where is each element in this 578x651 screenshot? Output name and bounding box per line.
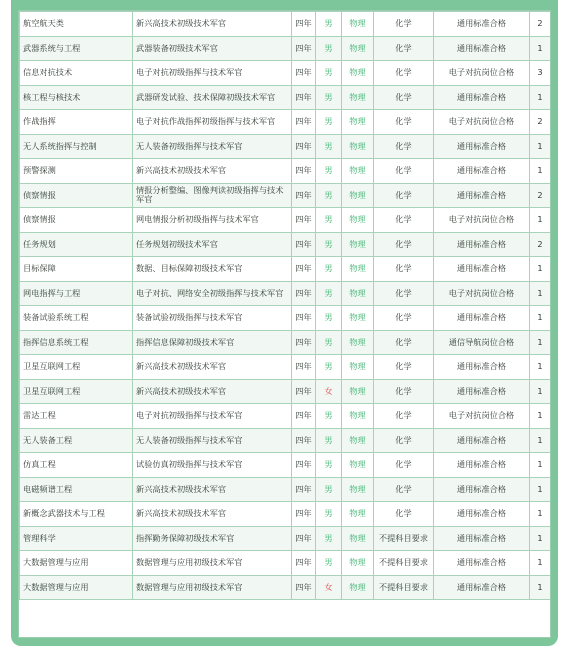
major-cell: 雷达工程 [20, 404, 133, 429]
subject-second-cell: 化学 [374, 134, 434, 159]
gender-cell: 男 [316, 355, 342, 380]
job-cell: 无人装备初级指挥与技术军官 [133, 428, 292, 453]
major-cell: 管理科学 [20, 526, 133, 551]
requirement-cell: 通用标准合格 [434, 551, 530, 576]
subject-second-cell: 化学 [374, 257, 434, 282]
requirement-cell: 通用标准合格 [434, 477, 530, 502]
years-cell: 四年 [292, 502, 316, 527]
table-row [20, 61, 551, 86]
requirement-cell: 电子对抗岗位合格 [434, 208, 530, 233]
requirement-cell: 通用标准合格 [434, 428, 530, 453]
job-cell: 武器研发试验、技术保障初级技术军官 [133, 85, 292, 110]
table-row [20, 208, 551, 233]
subject-second-cell: 化学 [374, 330, 434, 355]
job-cell: 情报分析整编、图像判读初级指挥与技术军官 [133, 183, 292, 208]
requirement-cell: 通用标准合格 [434, 575, 530, 600]
count-cell: 1 [530, 134, 551, 159]
subject-first-cell: 物理 [342, 477, 374, 502]
job-cell: 网电情报分析初级指挥与技术军官 [133, 208, 292, 233]
table-row [20, 36, 551, 61]
subject-second-cell: 化学 [374, 477, 434, 502]
job-cell: 新兴高技术初级技术军官 [133, 502, 292, 527]
years-cell: 四年 [292, 110, 316, 135]
table-row [20, 12, 551, 37]
years-cell: 四年 [292, 159, 316, 184]
gender-cell: 男 [316, 257, 342, 282]
table-row [20, 551, 551, 576]
major-cell: 指挥信息系统工程 [20, 330, 133, 355]
count-cell: 1 [530, 575, 551, 600]
years-cell: 四年 [292, 477, 316, 502]
years-cell: 四年 [292, 306, 316, 331]
count-cell: 1 [530, 477, 551, 502]
subject-first-cell: 物理 [342, 85, 374, 110]
count-cell: 2 [530, 183, 551, 208]
requirement-cell: 通用标准合格 [434, 306, 530, 331]
subject-second-cell: 化学 [374, 36, 434, 61]
subject-first-cell: 物理 [342, 551, 374, 576]
admission-plan-table [18, 10, 551, 638]
subject-second-cell: 化学 [374, 355, 434, 380]
count-cell: 3 [530, 61, 551, 86]
years-cell: 四年 [292, 134, 316, 159]
job-cell: 新兴高技术初级技术军官 [133, 355, 292, 380]
subject-first-cell: 物理 [342, 404, 374, 429]
subject-first-cell: 物理 [342, 159, 374, 184]
major-cell: 侦察情报 [20, 183, 133, 208]
subject-second-cell: 化学 [374, 12, 434, 37]
table-row [20, 355, 551, 380]
table-row [20, 453, 551, 478]
subject-second-cell: 化学 [374, 453, 434, 478]
requirement-cell: 通用标准合格 [434, 257, 530, 282]
requirement-cell: 通用标准合格 [434, 355, 530, 380]
count-cell: 1 [530, 159, 551, 184]
table-row [20, 330, 551, 355]
count-cell: 2 [530, 232, 551, 257]
gender-cell: 男 [316, 12, 342, 37]
subject-second-cell: 化学 [374, 404, 434, 429]
major-cell: 预警探测 [20, 159, 133, 184]
gender-cell: 男 [316, 551, 342, 576]
years-cell: 四年 [292, 12, 316, 37]
gender-cell: 女 [316, 575, 342, 600]
subject-second-cell: 化学 [374, 208, 434, 233]
job-cell: 电子对抗、网络安全初级指挥与技术军官 [133, 281, 292, 306]
requirement-cell: 通用标准合格 [434, 232, 530, 257]
requirement-cell: 通用标准合格 [434, 379, 530, 404]
job-cell: 新兴高技术初级技术军官 [133, 477, 292, 502]
count-cell: 1 [530, 404, 551, 429]
gender-cell: 男 [316, 85, 342, 110]
subject-second-cell: 化学 [374, 502, 434, 527]
table-row [20, 281, 551, 306]
job-cell: 指挥勤务保障初级技术军官 [133, 526, 292, 551]
count-cell: 1 [530, 36, 551, 61]
major-cell: 无人系统指挥与控制 [20, 134, 133, 159]
subject-second-cell: 化学 [374, 232, 434, 257]
years-cell: 四年 [292, 551, 316, 576]
years-cell: 四年 [292, 404, 316, 429]
subject-second-cell: 化学 [374, 306, 434, 331]
major-cell: 网电指挥与工程 [20, 281, 133, 306]
subject-first-cell: 物理 [342, 306, 374, 331]
major-cell: 武器系统与工程 [20, 36, 133, 61]
job-cell: 无人装备初级指挥与技术军官 [133, 134, 292, 159]
subject-first-cell: 物理 [342, 330, 374, 355]
years-cell: 四年 [292, 208, 316, 233]
subject-first-cell: 物理 [342, 61, 374, 86]
requirement-cell: 通用标准合格 [434, 502, 530, 527]
requirement-cell: 电子对抗岗位合格 [434, 404, 530, 429]
major-cell: 信息对抗技术 [20, 61, 133, 86]
table-row [20, 183, 551, 208]
count-cell: 1 [530, 355, 551, 380]
count-cell: 1 [530, 428, 551, 453]
table-row [20, 526, 551, 551]
subject-first-cell: 物理 [342, 208, 374, 233]
count-cell: 2 [530, 110, 551, 135]
gender-cell: 男 [316, 110, 342, 135]
years-cell: 四年 [292, 330, 316, 355]
gender-cell: 男 [316, 502, 342, 527]
table-row [20, 502, 551, 527]
subject-first-cell: 物理 [342, 379, 374, 404]
major-cell: 卫星互联网工程 [20, 355, 133, 380]
job-cell: 试验仿真初级指挥与技术军官 [133, 453, 292, 478]
subject-second-cell: 不提科目要求 [374, 575, 434, 600]
major-cell: 航空航天类 [20, 12, 133, 37]
subject-first-cell: 物理 [342, 134, 374, 159]
job-cell: 数据、目标保障初级技术军官 [133, 257, 292, 282]
gender-cell: 男 [316, 526, 342, 551]
gender-cell: 男 [316, 281, 342, 306]
table-row [20, 379, 551, 404]
years-cell: 四年 [292, 257, 316, 282]
major-cell: 侦察情报 [20, 208, 133, 233]
years-cell: 四年 [292, 355, 316, 380]
job-cell: 装备试验初级指挥与技术军官 [133, 306, 292, 331]
subject-first-cell: 物理 [342, 257, 374, 282]
count-cell: 1 [530, 281, 551, 306]
table-row [20, 428, 551, 453]
requirement-cell: 通用标准合格 [434, 134, 530, 159]
table-row [20, 85, 551, 110]
count-cell: 1 [530, 85, 551, 110]
gender-cell: 男 [316, 183, 342, 208]
job-cell: 指挥信息保障初级技术军官 [133, 330, 292, 355]
table-row [20, 134, 551, 159]
job-cell: 新兴高技术初级技术军官 [133, 159, 292, 184]
subject-second-cell: 化学 [374, 379, 434, 404]
subject-second-cell: 化学 [374, 110, 434, 135]
years-cell: 四年 [292, 453, 316, 478]
years-cell: 四年 [292, 575, 316, 600]
requirement-cell: 通用标准合格 [434, 12, 530, 37]
count-cell: 2 [530, 12, 551, 37]
requirement-cell: 通用标准合格 [434, 36, 530, 61]
requirement-cell: 电子对抗岗位合格 [434, 61, 530, 86]
subject-first-cell: 物理 [342, 232, 374, 257]
subject-second-cell: 不提科目要求 [374, 526, 434, 551]
major-cell: 装备试验系统工程 [20, 306, 133, 331]
job-cell: 数据管理与应用初级技术军官 [133, 575, 292, 600]
requirement-cell: 通信导航岗位合格 [434, 330, 530, 355]
gender-cell: 男 [316, 232, 342, 257]
requirement-cell: 电子对抗岗位合格 [434, 281, 530, 306]
subject-first-cell: 物理 [342, 183, 374, 208]
subject-second-cell: 化学 [374, 159, 434, 184]
count-cell: 1 [530, 208, 551, 233]
subject-first-cell: 物理 [342, 355, 374, 380]
job-cell: 新兴高技术初级技术军官 [133, 379, 292, 404]
subject-second-cell: 化学 [374, 183, 434, 208]
count-cell: 1 [530, 306, 551, 331]
table-row [20, 232, 551, 257]
gender-cell: 男 [316, 330, 342, 355]
subject-first-cell: 物理 [342, 526, 374, 551]
major-cell: 任务规划 [20, 232, 133, 257]
subject-second-cell: 不提科目要求 [374, 551, 434, 576]
subject-first-cell: 物理 [342, 502, 374, 527]
major-cell: 大数据管理与应用 [20, 551, 133, 576]
table-row [20, 477, 551, 502]
subject-first-cell: 物理 [342, 281, 374, 306]
subject-first-cell: 物理 [342, 110, 374, 135]
job-cell: 电子对抗初级指挥与技术军官 [133, 61, 292, 86]
subject-first-cell: 物理 [342, 36, 374, 61]
gender-cell: 男 [316, 453, 342, 478]
years-cell: 四年 [292, 428, 316, 453]
count-cell: 1 [530, 526, 551, 551]
subject-second-cell: 化学 [374, 61, 434, 86]
requirement-cell: 通用标准合格 [434, 183, 530, 208]
gender-cell: 女 [316, 379, 342, 404]
years-cell: 四年 [292, 36, 316, 61]
years-cell: 四年 [292, 232, 316, 257]
gender-cell: 男 [316, 159, 342, 184]
job-cell: 电子对抗初级指挥与技术军官 [133, 404, 292, 429]
table-row [20, 404, 551, 429]
gender-cell: 男 [316, 477, 342, 502]
job-cell: 武器装备初级技术军官 [133, 36, 292, 61]
major-cell: 核工程与核技术 [20, 85, 133, 110]
major-cell: 大数据管理与应用 [20, 575, 133, 600]
job-cell: 数据管理与应用初级技术军官 [133, 551, 292, 576]
years-cell: 四年 [292, 61, 316, 86]
requirement-cell: 通用标准合格 [434, 85, 530, 110]
table-row [20, 257, 551, 282]
subject-first-cell: 物理 [342, 428, 374, 453]
table-row [20, 159, 551, 184]
gender-cell: 男 [316, 404, 342, 429]
years-cell: 四年 [292, 183, 316, 208]
gender-cell: 男 [316, 208, 342, 233]
subject-first-cell: 物理 [342, 12, 374, 37]
major-cell: 作战指挥 [20, 110, 133, 135]
count-cell: 1 [530, 453, 551, 478]
major-cell: 卫星互联网工程 [20, 379, 133, 404]
gender-cell: 男 [316, 36, 342, 61]
subject-first-cell: 物理 [342, 575, 374, 600]
subject-second-cell: 化学 [374, 281, 434, 306]
requirement-cell: 通用标准合格 [434, 526, 530, 551]
gender-cell: 男 [316, 134, 342, 159]
subject-first-cell: 物理 [342, 453, 374, 478]
major-cell: 仿真工程 [20, 453, 133, 478]
count-cell: 1 [530, 502, 551, 527]
count-cell: 1 [530, 551, 551, 576]
count-cell: 1 [530, 330, 551, 355]
table-row [20, 306, 551, 331]
job-cell: 电子对抗作战指挥初级指挥与技术军官 [133, 110, 292, 135]
table-row [20, 575, 551, 600]
gender-cell: 男 [316, 61, 342, 86]
major-cell: 目标保障 [20, 257, 133, 282]
major-cell: 无人装备工程 [20, 428, 133, 453]
gender-cell: 男 [316, 428, 342, 453]
years-cell: 四年 [292, 526, 316, 551]
requirement-cell: 电子对抗岗位合格 [434, 110, 530, 135]
job-cell: 任务规划初级技术军官 [133, 232, 292, 257]
years-cell: 四年 [292, 281, 316, 306]
subject-second-cell: 化学 [374, 428, 434, 453]
major-cell: 新概念武器技术与工程 [20, 502, 133, 527]
requirement-cell: 通用标准合格 [434, 159, 530, 184]
gender-cell: 男 [316, 306, 342, 331]
major-cell: 电磁频谱工程 [20, 477, 133, 502]
years-cell: 四年 [292, 85, 316, 110]
requirement-cell: 通用标准合格 [434, 453, 530, 478]
count-cell: 1 [530, 379, 551, 404]
table-row [20, 110, 551, 135]
table-body [20, 12, 551, 600]
subject-second-cell: 化学 [374, 85, 434, 110]
count-cell: 1 [530, 257, 551, 282]
job-cell: 新兴高技术初级技术军官 [133, 12, 292, 37]
years-cell: 四年 [292, 379, 316, 404]
